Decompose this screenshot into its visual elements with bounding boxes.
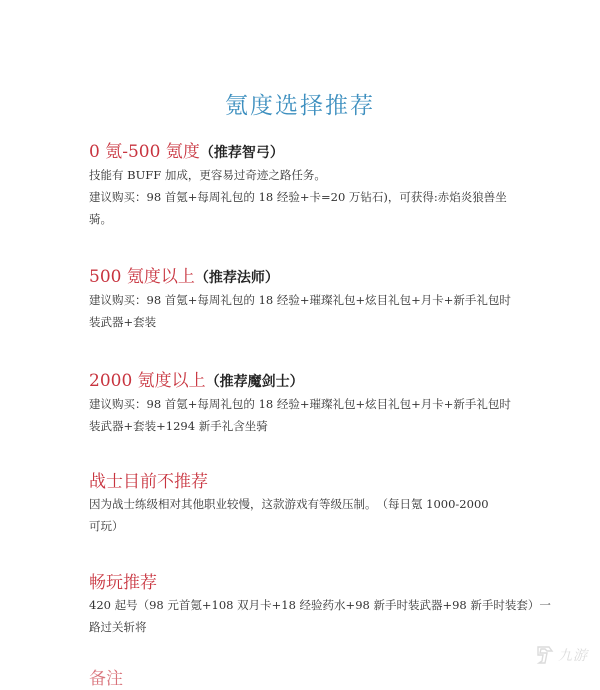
body-line: 因为战士练级相对其他职业较慢，这款游戏有等级压制。 （每日氪 1000-2000	[89, 497, 489, 511]
body-line: 420 起号（98 元首氪+108 双月卡+18 经验药水+98 新手时装武器+98 新手时装套）一	[89, 598, 551, 612]
heading-text: 畅玩推荐	[89, 573, 157, 593]
body-line: 建议购买：98 首氪+每周礼包的 18 经验+璀璨礼包+炫目礼包+月卡+新手礼包时	[89, 397, 511, 411]
section-warrior	[89, 471, 529, 537]
body-line: 建议购买：98 首氪+每周礼包的 18 经验+璀璨礼包+炫目礼包+月卡+新手礼包时	[89, 293, 511, 307]
section-heading	[89, 471, 529, 493]
section-2000-plus	[89, 370, 529, 437]
watermark-text: 九游	[558, 648, 588, 664]
body-line: 骑。	[89, 212, 112, 226]
section-heading	[89, 370, 529, 393]
body-line: 装武器+套装	[89, 315, 157, 329]
body-line: 可玩）	[89, 519, 124, 533]
section-heading: 备注	[89, 669, 123, 689]
body-line: 路过关斩将	[89, 620, 147, 634]
heading-text: 2000 氪度以上	[89, 371, 206, 391]
section-0-500	[89, 141, 529, 230]
heading-sub: （推荐法师）	[194, 270, 279, 286]
section-heading	[89, 266, 529, 289]
section-heading	[89, 572, 529, 594]
body-line: 装武器+套装+1294 新手礼含坐骑	[89, 419, 268, 433]
section-smooth-play	[89, 572, 551, 638]
body-line: 建议购买：98 首氪+每周礼包的 18 经验+卡=20 万钻石)，可获得:赤焰炎狼兽坐	[89, 190, 507, 204]
watermark	[534, 642, 598, 668]
jiuyou-logo-icon	[534, 644, 556, 666]
heading-text: 0 氪-500 氪度	[89, 142, 200, 162]
body-line: 技能有 BUFF 加成，更容易过奇迹之路任务。	[89, 168, 326, 182]
heading-text: 战士目前不推荐	[89, 472, 208, 492]
section-500-plus	[89, 266, 529, 333]
section-heading	[89, 141, 529, 164]
section-notes-partial	[89, 668, 529, 690]
page-title: 氪度选择推荐	[225, 93, 375, 120]
heading-sub: （推荐魔剑士）	[205, 374, 304, 390]
heading-sub: （推荐智弓）	[199, 145, 284, 161]
heading-text: 500 氪度以上	[89, 267, 195, 287]
